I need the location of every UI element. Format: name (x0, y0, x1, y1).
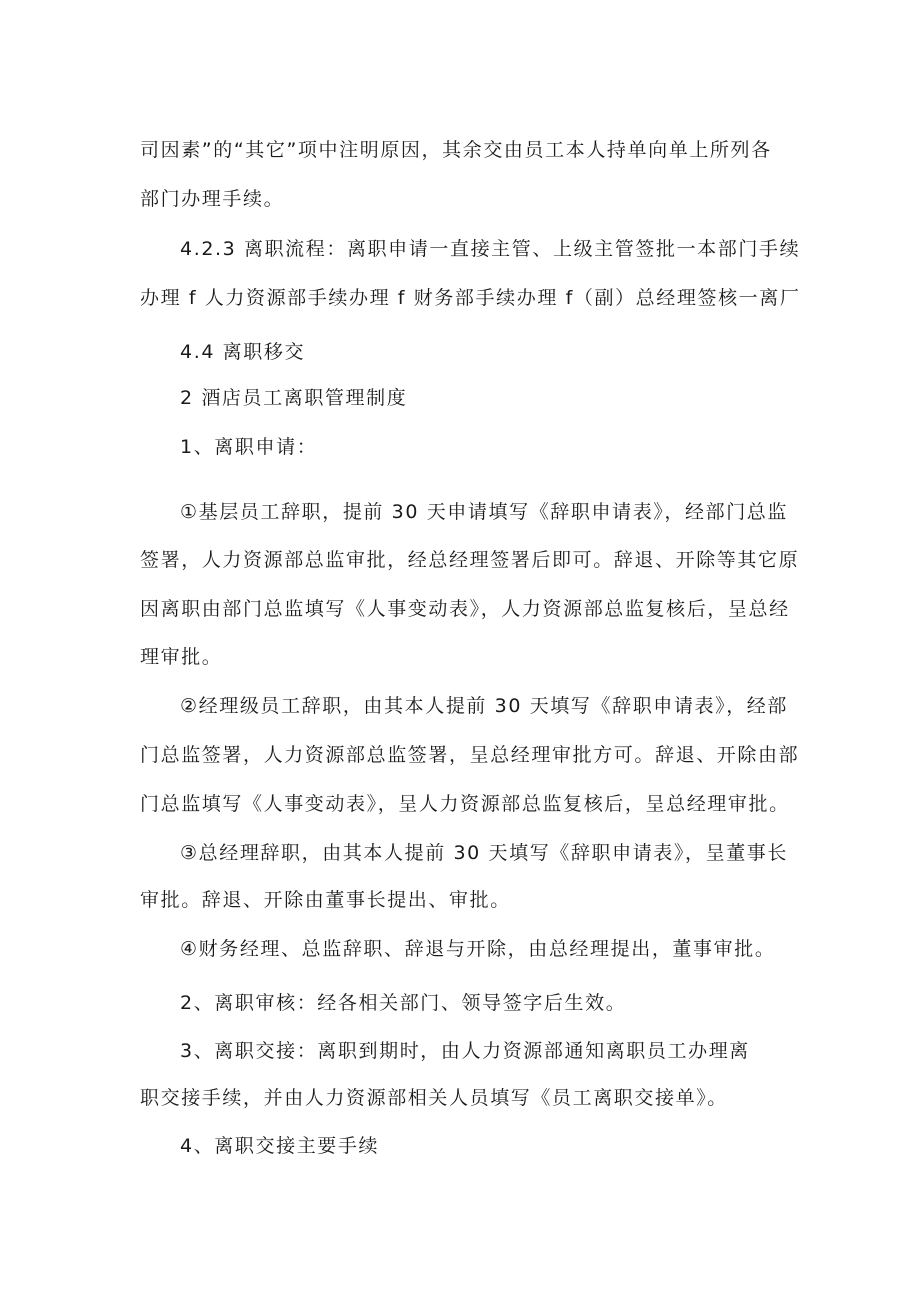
subheading-1: 1、离职申请： (180, 436, 318, 458)
text-line-19: 3、离职交接：离职到期时，由人力资源部通知离职员工办理离 (180, 1040, 750, 1062)
text-line-1: 司因素”的“其它”项中注明原因，其余交由员工本人持单向单上所列各 (140, 139, 772, 161)
text-line-3: 4.2.3 离职流程：离职申请一直接主管、上级主管签批一本部门手续 (180, 238, 801, 260)
text-line-17: ④财务经理、总监辞职、辞退与开除，由总经理提出，董事审批。 (180, 938, 776, 960)
text-line-15: ③总经理辞职，由其本人提前 30 天填写《辞职申请表》，呈董事长 (180, 842, 788, 864)
text-line-20: 职交接手续，并由人力资源部相关人员填写《员工离职交接单》。 (140, 1087, 728, 1109)
text-line-8: ①基层员工辞职，提前 30 天申请填写《辞职申请表》，经部门总监 (180, 501, 788, 523)
text-line-14: 门总监填写《人事变动表》，呈人力资源部总监复核后，呈总经理审批。 (140, 793, 790, 815)
subheading-4: 4、离职交接主要手续 (180, 1135, 380, 1157)
text-line-2: 部门办理手续。 (140, 188, 285, 210)
text-line-10: 因离职由部门总监填写《人事变动表》，人力资源部总监复核后，呈总经 (140, 598, 790, 620)
text-line-13: 门总监签署，人力资源部总监签署，呈总经理审批方可。辞退、开除由部 (140, 744, 800, 766)
section-heading-4-4: 4.4 离职移交 (180, 341, 306, 363)
text-line-9: 签署，人力资源部总监审批，经总经理签署后即可。辞退、开除等其它原 (140, 549, 800, 571)
text-line-18: 2、离职审核：经各相关部门、领导签字后生效。 (180, 992, 627, 1014)
text-line-4: 办理 f 人力资源部手续办理 f 财务部手续办理 f（副）总经理签核一离厂 (140, 287, 801, 309)
text-line-16: 审批。辞退、开除由董事长提出、审批。 (140, 889, 511, 911)
text-line-12: ②经理级员工辞职，由其本人提前 30 天填写《辞职申请表》，经部 (180, 695, 788, 717)
text-line-11: 理审批。 (140, 646, 223, 668)
section-heading-2: 2 酒店员工离职管理制度 (180, 387, 408, 409)
